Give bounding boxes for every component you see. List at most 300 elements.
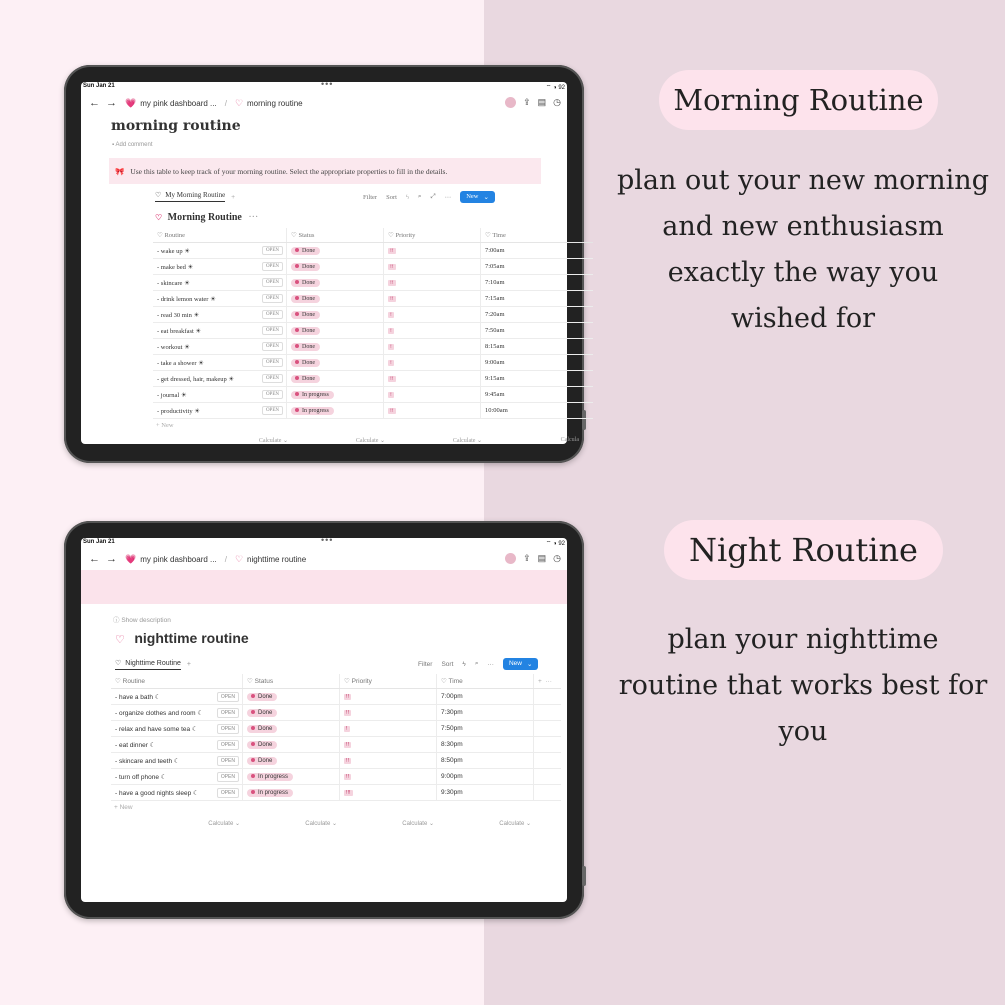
heart-outline-icon: ♡ bbox=[115, 660, 122, 667]
table-row[interactable] bbox=[111, 769, 561, 785]
calculate-button[interactable]: Calculate ⌄ bbox=[355, 438, 385, 444]
priority-cell[interactable] bbox=[340, 705, 437, 721]
priority-cell[interactable] bbox=[384, 291, 481, 307]
priority-badge: !! bbox=[346, 758, 350, 764]
filter-button[interactable]: Filter bbox=[363, 193, 378, 201]
routine-name: - get dressed, hair, makeup ☀︎ bbox=[157, 375, 235, 383]
table-header bbox=[111, 674, 561, 689]
breadcrumb-parent[interactable]: my pink dashboard ... bbox=[140, 554, 217, 564]
desc-line: wished for bbox=[731, 303, 875, 334]
table-row[interactable] bbox=[111, 705, 561, 721]
topbar-actions bbox=[505, 97, 561, 108]
col-routine[interactable]: ♡ Routine bbox=[153, 228, 287, 243]
col-add[interactable]: + ··· bbox=[534, 674, 562, 689]
status-label: Done bbox=[258, 725, 273, 732]
priority-badge: ! bbox=[390, 392, 392, 398]
status-cell[interactable] bbox=[243, 705, 340, 721]
tablet-morning bbox=[64, 65, 584, 463]
priority-cell[interactable] bbox=[340, 737, 437, 753]
sort-button[interactable]: Sort bbox=[386, 193, 397, 201]
routine-name: - eat breakfast ☀︎ bbox=[157, 327, 202, 335]
time-cell[interactable] bbox=[481, 387, 594, 403]
time-cell[interactable] bbox=[437, 689, 534, 705]
routine-cell[interactable] bbox=[153, 259, 287, 275]
time-value: 9:00am bbox=[485, 359, 505, 366]
time-cell[interactable] bbox=[481, 243, 594, 259]
status-cell[interactable] bbox=[287, 275, 384, 291]
status-dot-icon bbox=[295, 360, 299, 364]
breadcrumb-parent[interactable]: my pink dashboard ... bbox=[140, 98, 217, 108]
table-header bbox=[153, 228, 593, 243]
status-badge bbox=[291, 375, 320, 383]
status-dot-icon bbox=[295, 296, 299, 300]
routine-name: - skincare and teeth ☾ bbox=[115, 757, 180, 765]
status-cell[interactable] bbox=[287, 339, 384, 355]
table-row[interactable] bbox=[111, 737, 561, 753]
open-button[interactable]: OPEN bbox=[262, 294, 283, 303]
open-button[interactable]: OPEN bbox=[262, 310, 283, 319]
status-label: In progress bbox=[258, 789, 289, 796]
desc-line: plan out your new morning bbox=[617, 165, 989, 196]
open-button[interactable]: OPEN bbox=[217, 788, 239, 798]
view-tabs bbox=[155, 191, 235, 202]
status-cell[interactable] bbox=[287, 307, 384, 323]
more-icon[interactable]: ··· bbox=[444, 193, 452, 201]
table-row[interactable] bbox=[153, 323, 593, 339]
add-row-button[interactable]: + New bbox=[114, 804, 133, 811]
time-value: 7:50am bbox=[485, 327, 505, 334]
calculate-row bbox=[191, 437, 579, 444]
add-view-icon[interactable]: + bbox=[186, 661, 192, 668]
add-comment-label: Add comment bbox=[115, 142, 153, 148]
time-cell[interactable] bbox=[437, 705, 534, 721]
status-badge bbox=[247, 693, 277, 701]
col-priority[interactable]: ♡ Priority bbox=[384, 228, 481, 243]
night-heading-text: Night Routine bbox=[689, 531, 918, 569]
priority-cell[interactable] bbox=[340, 785, 437, 801]
status-label: Done bbox=[302, 247, 315, 254]
top-bar bbox=[81, 92, 567, 114]
time-cell[interactable] bbox=[481, 403, 594, 419]
priority-badge: ! bbox=[390, 312, 392, 318]
status-badge bbox=[291, 263, 320, 271]
status-badge bbox=[291, 343, 320, 351]
forward-arrow-icon[interactable]: → bbox=[106, 97, 117, 109]
col-status[interactable]: ♡ Status bbox=[287, 228, 384, 243]
status-dot-icon bbox=[295, 280, 299, 284]
time-value: 9:30pm bbox=[441, 789, 463, 796]
calculate-button[interactable]: Calculate ⌄ bbox=[208, 821, 240, 827]
time-cell[interactable] bbox=[481, 275, 594, 291]
routine-name: - make bed ☀︎ bbox=[157, 263, 194, 271]
routine-cell[interactable] bbox=[153, 307, 287, 323]
new-button-label: New bbox=[466, 193, 479, 200]
breadcrumb-current[interactable]: morning routine bbox=[247, 98, 303, 108]
calculate-button[interactable]: Calculate ⌄ bbox=[402, 821, 434, 827]
table-row[interactable] bbox=[153, 355, 593, 371]
status-badge bbox=[291, 247, 320, 255]
priority-badge: !! bbox=[390, 296, 394, 302]
db-more-icon[interactable]: ··· bbox=[248, 212, 259, 223]
time-value: 8:30pm bbox=[441, 741, 463, 748]
routine-cell[interactable] bbox=[153, 403, 287, 419]
routine-name: - drink lemon water ☀︎ bbox=[157, 295, 216, 303]
desc-line: exactly the way you bbox=[667, 257, 939, 288]
calculate-button[interactable]: Calcula bbox=[560, 437, 579, 443]
add-view-icon[interactable]: + bbox=[231, 192, 236, 201]
status-cell[interactable] bbox=[243, 769, 340, 785]
routine-cell[interactable] bbox=[111, 753, 243, 769]
avatar[interactable] bbox=[505, 97, 516, 108]
time-value: 7:30pm bbox=[441, 709, 463, 716]
status-label: Done bbox=[258, 693, 273, 700]
cover-banner bbox=[81, 570, 567, 604]
time-cell[interactable] bbox=[437, 753, 534, 769]
col-label: Status bbox=[254, 678, 274, 685]
breadcrumb-separator: / bbox=[224, 98, 227, 108]
priority-cell[interactable] bbox=[340, 753, 437, 769]
callout-text: Use this table to keep track of your morning routine. Select the appropriate properties to fill in the details. bbox=[130, 166, 448, 176]
col-label: Time bbox=[448, 678, 463, 685]
table-row[interactable] bbox=[153, 387, 593, 403]
priority-cell[interactable] bbox=[384, 355, 481, 371]
status-label: Done bbox=[302, 327, 315, 334]
show-description[interactable] bbox=[113, 615, 171, 624]
empty-cell bbox=[534, 721, 562, 737]
db-title-text: Morning Routine bbox=[167, 212, 242, 223]
night-database-table bbox=[111, 674, 561, 801]
routine-cell[interactable] bbox=[111, 769, 243, 785]
share-icon[interactable]: ⇪ bbox=[523, 97, 531, 107]
status-time: Sun Jan 21 bbox=[83, 539, 115, 545]
automation-icon[interactable]: ϟ bbox=[405, 193, 409, 201]
status-label: Done bbox=[258, 709, 273, 716]
calculate-button[interactable]: Calculate ⌄ bbox=[452, 438, 482, 444]
calculate-button[interactable]: Calculate ⌄ bbox=[499, 821, 531, 827]
history-icon[interactable]: ◷ bbox=[553, 553, 561, 563]
empty-cell bbox=[534, 769, 562, 785]
night-screen bbox=[81, 535, 567, 902]
status-label: Done bbox=[302, 263, 315, 270]
routine-cell[interactable] bbox=[153, 387, 287, 403]
top-bar bbox=[81, 548, 567, 570]
status-icons: ⌔ ◑ 92 bbox=[545, 541, 565, 547]
status-cell[interactable] bbox=[243, 753, 340, 769]
table-row[interactable] bbox=[153, 243, 593, 259]
status-icons: ⌔ ◑ 92 bbox=[545, 85, 565, 91]
automation-icon[interactable]: ϟ bbox=[462, 660, 466, 668]
table-row[interactable] bbox=[153, 275, 593, 291]
sort-button[interactable]: Sort bbox=[441, 660, 454, 668]
status-cell[interactable] bbox=[287, 403, 384, 419]
col-priority[interactable]: ♡ Priority bbox=[340, 674, 437, 689]
comment-icon[interactable]: ▤ bbox=[537, 553, 547, 563]
page-title: morning routine bbox=[111, 118, 241, 134]
col-label: Status bbox=[298, 232, 315, 239]
status-time: Sun Jan 21 bbox=[83, 83, 115, 89]
priority-badge: !! bbox=[390, 264, 394, 270]
open-button[interactable]: OPEN bbox=[262, 326, 283, 335]
open-button[interactable]: OPEN bbox=[262, 374, 283, 383]
morning-heading-text: Morning Routine bbox=[673, 83, 924, 117]
priority-cell[interactable] bbox=[340, 769, 437, 785]
routine-name: - journal ☀︎ bbox=[157, 391, 187, 399]
desc-line: you bbox=[778, 716, 828, 747]
routine-cell[interactable] bbox=[153, 275, 287, 291]
time-cell[interactable] bbox=[481, 323, 594, 339]
time-cell[interactable] bbox=[437, 721, 534, 737]
routine-cell[interactable] bbox=[111, 721, 243, 737]
forward-arrow-icon[interactable]: → bbox=[106, 553, 117, 565]
status-label: In progress bbox=[258, 773, 289, 780]
morning-database-table bbox=[153, 228, 593, 419]
morning-description bbox=[614, 158, 992, 342]
col-label: Time bbox=[492, 232, 506, 239]
status-dot-icon bbox=[251, 726, 255, 730]
routine-name: - have a bath ☾ bbox=[115, 693, 161, 701]
calculate-button[interactable]: Calculate ⌄ bbox=[305, 821, 337, 827]
routine-name: - turn off phone ☾ bbox=[115, 773, 167, 781]
time-cell[interactable] bbox=[481, 339, 594, 355]
priority-badge: !! bbox=[346, 742, 350, 748]
table-row[interactable] bbox=[153, 291, 593, 307]
time-cell[interactable] bbox=[437, 737, 534, 753]
status-label: Done bbox=[302, 311, 315, 318]
time-value: 7:15am bbox=[485, 295, 505, 302]
heart-outline-icon: ♡ bbox=[115, 634, 125, 646]
expand-icon[interactable]: ⤢ bbox=[430, 193, 436, 200]
open-button[interactable]: OPEN bbox=[217, 692, 239, 702]
routine-cell[interactable] bbox=[153, 323, 287, 339]
status-cell[interactable] bbox=[243, 689, 340, 705]
status-label: In progress bbox=[302, 391, 329, 398]
tab-label: My Morning Routine bbox=[165, 191, 226, 199]
time-value: 7:00am bbox=[485, 247, 505, 254]
time-value: 9:45am bbox=[485, 391, 505, 398]
table-row[interactable] bbox=[153, 259, 593, 275]
time-cell[interactable] bbox=[481, 259, 594, 275]
open-button[interactable]: OPEN bbox=[262, 278, 283, 287]
time-cell[interactable] bbox=[481, 355, 594, 371]
morning-heading bbox=[659, 70, 938, 130]
filter-button[interactable]: Filter bbox=[418, 660, 433, 668]
table-row[interactable] bbox=[153, 371, 593, 387]
share-icon[interactable]: ⇪ bbox=[523, 553, 531, 563]
col-label: Priority bbox=[351, 678, 372, 685]
time-cell[interactable] bbox=[481, 291, 594, 307]
priority-cell[interactable] bbox=[384, 387, 481, 403]
status-cell[interactable] bbox=[287, 259, 384, 275]
history-icon[interactable]: ◷ bbox=[553, 97, 561, 107]
status-label: Done bbox=[302, 359, 315, 366]
search-icon[interactable]: ⌕ bbox=[417, 193, 422, 200]
empty-cell bbox=[534, 785, 562, 801]
status-dot-icon bbox=[295, 344, 299, 348]
open-button[interactable]: OPEN bbox=[217, 772, 239, 782]
night-description bbox=[614, 617, 992, 755]
priority-badge: ! bbox=[346, 726, 348, 732]
open-button[interactable]: OPEN bbox=[217, 708, 239, 718]
priority-cell[interactable] bbox=[384, 323, 481, 339]
routine-cell[interactable] bbox=[153, 371, 287, 387]
routine-cell[interactable] bbox=[153, 355, 287, 371]
status-cell[interactable] bbox=[287, 387, 384, 403]
db-toolbar bbox=[418, 658, 538, 670]
open-button[interactable]: OPEN bbox=[217, 724, 239, 734]
table-row[interactable] bbox=[153, 307, 593, 323]
routine-cell[interactable] bbox=[153, 339, 287, 355]
desc-line: routine that works best for bbox=[618, 670, 988, 701]
status-cell[interactable] bbox=[287, 243, 384, 259]
tablet-night bbox=[64, 521, 584, 919]
priority-badge: !! bbox=[346, 694, 350, 700]
topbar-actions bbox=[505, 553, 561, 564]
routine-cell[interactable] bbox=[111, 737, 243, 753]
status-cell[interactable] bbox=[287, 291, 384, 307]
routine-name: - organize clothes and room ☾ bbox=[115, 709, 204, 717]
table-row[interactable] bbox=[111, 689, 561, 705]
status-dot-icon bbox=[295, 328, 299, 332]
open-button[interactable]: OPEN bbox=[262, 342, 283, 351]
status-cell[interactable] bbox=[287, 323, 384, 339]
col-time[interactable]: ♡ Time bbox=[481, 228, 594, 243]
heart-outline-icon: ♡ bbox=[234, 97, 244, 108]
routine-cell[interactable] bbox=[111, 689, 243, 705]
priority-badge: ! bbox=[390, 328, 392, 334]
priority-badge: !! bbox=[346, 710, 350, 716]
status-cell[interactable] bbox=[243, 721, 340, 737]
status-dot-icon bbox=[251, 742, 255, 746]
status-dot-icon bbox=[295, 408, 299, 412]
new-button[interactable] bbox=[460, 191, 495, 203]
calculate-row bbox=[143, 820, 531, 827]
open-button[interactable]: OPEN bbox=[217, 740, 239, 750]
time-cell[interactable] bbox=[481, 307, 594, 323]
table-row[interactable] bbox=[153, 339, 593, 355]
status-cell[interactable] bbox=[243, 785, 340, 801]
breadcrumb-separator: / bbox=[224, 554, 227, 564]
priority-cell[interactable] bbox=[340, 721, 437, 737]
priority-cell[interactable] bbox=[384, 259, 481, 275]
status-dot-icon bbox=[295, 376, 299, 380]
more-icon[interactable]: ··· bbox=[487, 660, 494, 668]
status-dot-icon bbox=[251, 758, 255, 762]
col-time[interactable]: ♡ Time bbox=[437, 674, 534, 689]
table-row[interactable] bbox=[111, 785, 561, 801]
status-dot-icon bbox=[295, 248, 299, 252]
routine-name: - productivity ☀︎ bbox=[157, 407, 201, 415]
status-cell[interactable] bbox=[287, 371, 384, 387]
col-status[interactable]: ♡ Status bbox=[243, 674, 340, 689]
page-title: nighttime routine bbox=[134, 630, 249, 646]
status-bar bbox=[81, 535, 567, 548]
time-cell[interactable] bbox=[481, 371, 594, 387]
status-badge bbox=[247, 789, 293, 797]
priority-badge: ! bbox=[390, 360, 392, 366]
status-badge bbox=[291, 295, 320, 303]
back-arrow-icon[interactable]: ← bbox=[89, 553, 100, 565]
add-comment[interactable] bbox=[112, 142, 153, 148]
time-cell[interactable] bbox=[437, 785, 534, 801]
routine-cell[interactable] bbox=[153, 243, 287, 259]
table-row[interactable] bbox=[153, 403, 593, 419]
priority-cell[interactable] bbox=[384, 339, 481, 355]
bow-icon: 🎀 bbox=[115, 166, 125, 176]
tab-my-morning-routine[interactable] bbox=[155, 191, 225, 202]
status-dot-icon bbox=[295, 392, 299, 396]
back-arrow-icon[interactable]: ← bbox=[89, 97, 100, 109]
priority-cell[interactable] bbox=[384, 371, 481, 387]
open-button[interactable]: OPEN bbox=[262, 246, 283, 255]
priority-cell[interactable] bbox=[384, 403, 481, 419]
time-value: 8:50pm bbox=[441, 757, 463, 764]
priority-cell[interactable] bbox=[384, 307, 481, 323]
empty-cell bbox=[534, 753, 562, 769]
status-cell[interactable] bbox=[287, 355, 384, 371]
comment-icon[interactable]: ▤ bbox=[537, 97, 547, 107]
routine-cell[interactable] bbox=[153, 291, 287, 307]
table-row[interactable] bbox=[111, 753, 561, 769]
chevron-down-icon: ⌄ bbox=[483, 194, 489, 201]
routine-name: - skincare ☀︎ bbox=[157, 279, 190, 287]
priority-cell[interactable] bbox=[340, 689, 437, 705]
page-title-row bbox=[115, 630, 249, 648]
priority-cell[interactable] bbox=[384, 275, 481, 291]
col-routine[interactable]: ♡ Routine bbox=[111, 674, 243, 689]
multitask-dots[interactable]: ••• bbox=[321, 535, 334, 545]
routine-cell[interactable] bbox=[111, 785, 243, 801]
empty-cell bbox=[534, 689, 562, 705]
avatar[interactable] bbox=[505, 553, 516, 564]
status-cell[interactable] bbox=[243, 737, 340, 753]
open-button[interactable]: OPEN bbox=[262, 262, 283, 271]
open-button[interactable]: OPEN bbox=[262, 390, 283, 399]
status-label: Done bbox=[302, 279, 315, 286]
status-badge bbox=[291, 327, 320, 335]
status-badge bbox=[291, 407, 334, 415]
new-button[interactable] bbox=[503, 658, 538, 670]
multitask-dots[interactable]: ••• bbox=[321, 79, 334, 89]
search-icon[interactable]: ⌕ bbox=[474, 660, 479, 667]
heart-outline-icon: ♡ bbox=[155, 191, 162, 199]
routine-cell[interactable] bbox=[111, 705, 243, 721]
new-button-label: New bbox=[508, 660, 522, 667]
callout bbox=[109, 158, 541, 184]
tab-label: Nighttime Routine bbox=[125, 659, 181, 667]
time-cell[interactable] bbox=[437, 769, 534, 785]
side-button bbox=[582, 866, 586, 886]
status-label: Done bbox=[302, 343, 315, 350]
calculate-button[interactable]: Calculate ⌄ bbox=[258, 438, 288, 444]
priority-badge: !! bbox=[390, 280, 394, 286]
open-button[interactable]: OPEN bbox=[262, 406, 283, 415]
open-button[interactable]: OPEN bbox=[217, 756, 239, 766]
priority-cell[interactable] bbox=[384, 243, 481, 259]
status-dot-icon bbox=[251, 694, 255, 698]
add-row-button[interactable]: + New bbox=[156, 422, 174, 429]
status-dot-icon bbox=[251, 790, 255, 794]
time-value: 9:00pm bbox=[441, 773, 463, 780]
heart-outline-icon: ♡ bbox=[155, 213, 163, 222]
table-row[interactable] bbox=[111, 721, 561, 737]
status-dot-icon bbox=[251, 774, 255, 778]
tab-nighttime-routine[interactable] bbox=[115, 659, 181, 670]
routine-name: - eat dinner ☾ bbox=[115, 741, 156, 749]
time-value: 10:00am bbox=[485, 407, 508, 414]
status-dot-icon bbox=[251, 710, 255, 714]
open-button[interactable]: OPEN bbox=[262, 358, 283, 367]
breadcrumb-current[interactable]: nighttime routine bbox=[247, 554, 307, 564]
